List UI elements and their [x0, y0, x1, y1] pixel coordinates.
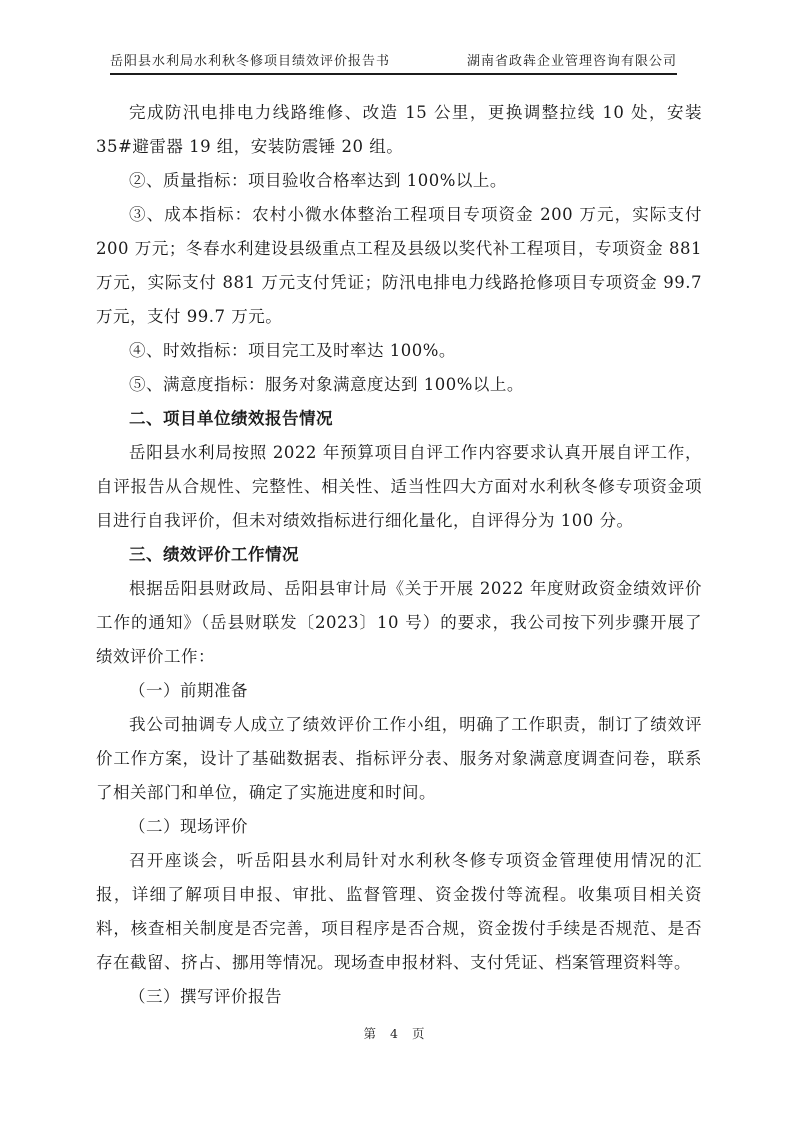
subsection-preparation: （一）前期准备	[129, 681, 248, 700]
section-heading-3: 三、绩效评价工作情况	[129, 545, 299, 564]
section-heading-2: 二、项目单位绩效报告情况	[129, 409, 333, 428]
paragraph-onsite-detail: 召开座谈会，听岳阳县水利局针对水利秋冬修专项资金管理使用情况的汇报，详细了解项目申报、审批、监督管理、资金拨付等流程。收集项目相关资料，核查相关制度是否完善，项目程序是否合规，资金拨付手续是否规范、是否存在截留、挤占、挪用等情况。现场查申报材料、支付凭证、档案管理资料等。	[96, 851, 702, 972]
paragraph-self-evaluation: 岳阳县水利局按照 2022 年预算项目自评工作内容要求认真开展自评工作，自评报告从合规性、完整性、相关性、适当性四大方面对水利秋冬修专项资金项目进行自我评价，但未对绩效指标进行细化量化，自评得分为 100 分。	[96, 443, 702, 530]
subsection-onsite-evaluation: （二）现场评价	[129, 817, 248, 836]
paragraph-satisfaction-indicator: ⑤、满意度指标：服务对象满意度达到 100%以上。	[129, 375, 524, 394]
page-footer	[0, 1024, 793, 1042]
paragraph-cost-indicator: ③、成本指标：农村小微水体整治工程项目专项资金 200 万元，实际支付 200 万元；冬春水利建设县级重点工程及县级以奖代补工程项目，专项资金 881 万元，实际支付 881 万元支付凭证；防汛电排电力线路抢修项目专项资金 99.7 万元，支付 99.7 万元。	[96, 205, 702, 326]
paragraph-preparation-detail: 我公司抽调专人成立了绩效评价工作小组，明确了工作职责，制订了绩效评价工作方案，设计了基础数据表、指标评分表、服务对象满意度调查问卷，联系了相关部门和单位，确定了实施进度和时间。	[96, 715, 702, 802]
paragraph-evaluation-basis: 根据岳阳县财政局、岳阳县审计局《关于开展 2022 年度财政资金绩效评价工作的通知》（岳县财联发〔2023〕10 号）的要求，我公司按下列步骤开展了绩效评价工作：	[96, 579, 702, 666]
paragraph-quality-indicator: ②、质量指标：项目验收合格率达到 100%以上。	[129, 171, 507, 190]
paragraph-timeliness-indicator: ④、时效指标：项目完工及时率达 100%。	[129, 341, 456, 360]
document-body	[96, 96, 702, 1014]
header-company-name: 湖南省政犇企业管理咨询有限公司	[466, 54, 677, 69]
subsection-report-writing: （三）撰写评价报告	[129, 987, 282, 1006]
page-header	[110, 50, 677, 75]
header-report-title: 岳阳县水利局水利秋冬修项目绩效评价报告书	[110, 54, 391, 69]
paragraph-completion-stats: 完成防汛电排电力线路维修、改造 15 公里，更换调整拉线 10 处，安装 35#避雷器 19 组，安装防震锤 20 组。	[96, 103, 702, 156]
page-number: 第 4 页	[363, 1026, 430, 1041]
